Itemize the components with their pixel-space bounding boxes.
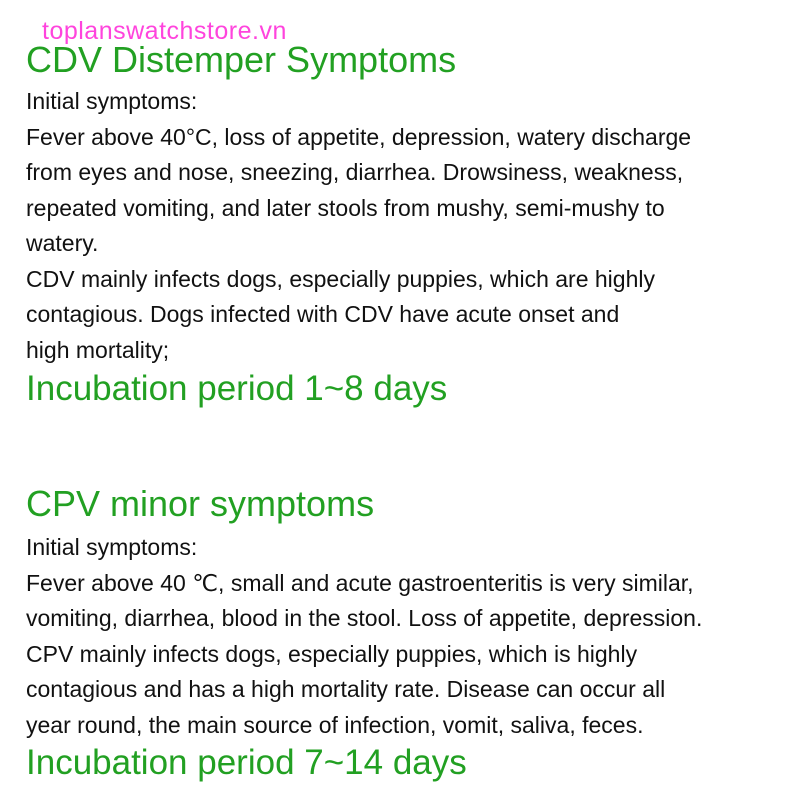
cdv-line: repeated vomiting, and later stools from mushy, semi-mushy to [26,194,665,221]
cpv-line: vomiting, diarrhea, blood in the stool. Loss of appetite, depression. [26,605,703,631]
cpv-line: Initial symptoms: [26,534,198,560]
cdv-line: contagious. Dogs infected with CDV have acute onset and [26,301,620,327]
cpv-section [26,484,786,783]
cpv-line: Fever above 40 ℃, small and acute gastroenteritis is very similar, [26,569,694,596]
cdv-section [26,40,786,409]
cpv-line: CPV mainly infects dogs, especially puppies, which is highly [26,640,638,667]
cpv-line: year round, the main source of infection, vomit, saliva, feces. [26,711,644,738]
cdv-incubation-period: Incubation period 1~8 days [26,369,448,408]
cdv-line: CDV mainly infects dogs, especially puppies, which are highly [26,265,655,292]
cpv-title: CPV minor symptoms [26,483,375,524]
cpv-line: contagious and has a high mortality rate. Disease can occur all [26,676,666,702]
cdv-line: from eyes and nose, sneezing, diarrhea. Drowsiness, weakness, [26,159,684,185]
cdv-body [26,84,786,368]
cdv-title: CDV Distemper Symptoms [26,39,457,80]
cdv-line: Initial symptoms: [26,88,198,114]
cdv-line: high mortality; [26,336,170,363]
watermark-text: toplanswatchstore.vn [42,17,287,45]
cpv-incubation-period: Incubation period 7~14 days [26,743,467,782]
cdv-line: Fever above 40°C, loss of appetite, depression, watery discharge [26,123,692,150]
cpv-body [26,530,786,743]
cdv-line: watery. [26,230,99,256]
